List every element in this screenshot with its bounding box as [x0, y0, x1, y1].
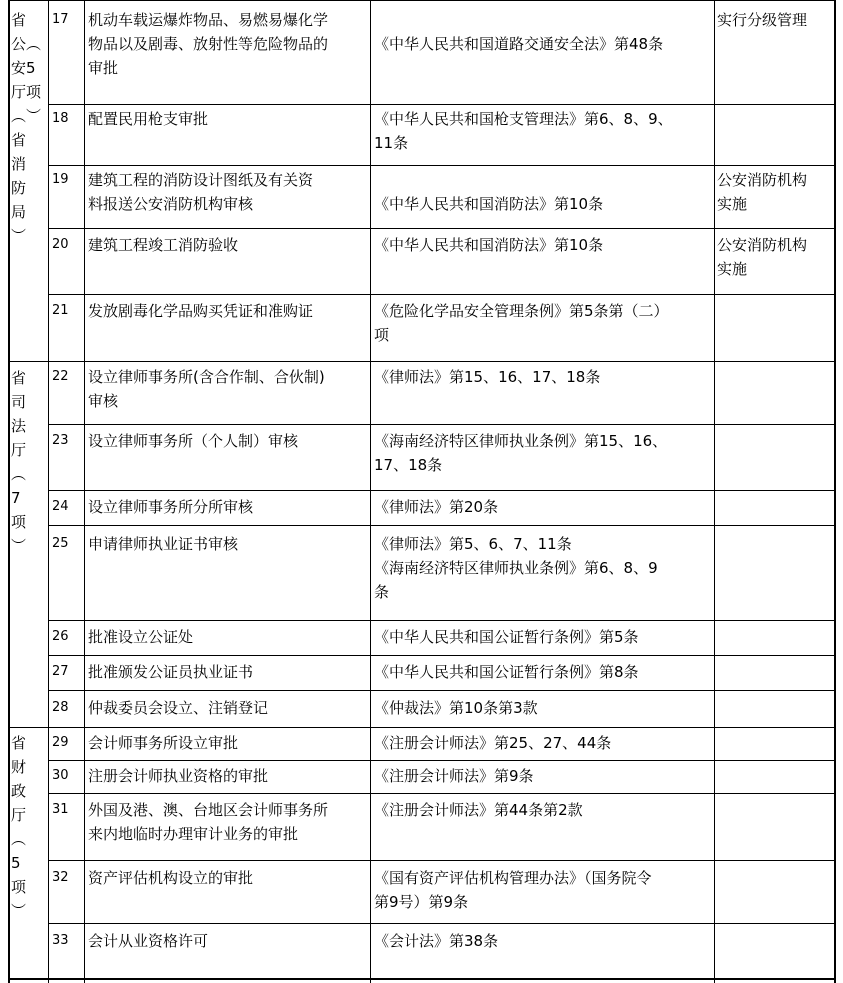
- row-separator: [48, 165, 836, 166]
- legal-basis: 《律师法》第20条: [374, 498, 499, 516]
- approval-item: 设立律师事务所(含合作制、合伙制) 审核: [88, 368, 325, 410]
- row-number: 21: [52, 303, 69, 318]
- legal-basis: 《中华人民共和国消防法》第10条: [374, 195, 604, 213]
- row-number: 27: [52, 664, 69, 679]
- column-divider: [370, 0, 371, 983]
- approval-item: 申请律师执业证书审核: [88, 535, 239, 553]
- row-number: 19: [52, 172, 69, 187]
- legal-basis: 《注册会计师法》第9条: [374, 767, 534, 785]
- remark: 公安消防机构 实施: [717, 236, 808, 278]
- row-number: 26: [52, 629, 69, 644]
- row-number: 24: [52, 499, 69, 514]
- row-separator: [48, 294, 836, 295]
- approval-item: 资产评估机构设立的审批: [88, 869, 254, 887]
- row-separator: [48, 228, 836, 229]
- approval-item: 批准设立公证处: [88, 628, 194, 646]
- department-label: 省 财 政 厅 ︵ 5 项 ︶: [11, 734, 27, 920]
- legal-basis: 《国有资产评估机构管理办法》（国务院令 第9号）第9条: [374, 869, 652, 911]
- table-left-border: [8, 0, 10, 983]
- approval-item: 发放剧毒化学品购买凭证和准购证: [88, 302, 314, 320]
- row-separator: [48, 490, 836, 491]
- column-divider: [48, 0, 49, 983]
- approval-item: 建筑工程的消防设计图纸及有关资 料报送公安消防机构审核: [88, 171, 314, 213]
- legal-basis: 《注册会计师法》第44条第2款: [374, 801, 583, 819]
- row-number: 29: [52, 735, 69, 750]
- row-separator: [48, 655, 836, 656]
- approval-item: 批准颁发公证员执业证书: [88, 663, 254, 681]
- row-number: 32: [52, 870, 69, 885]
- row-number: 23: [52, 433, 69, 448]
- approval-item: 机动车载运爆炸物品、易燃易爆化学 物品以及剧毒、放射性等危险物品的 审批: [88, 11, 329, 77]
- legal-basis: 《律师法》第15、16、17、18条: [374, 368, 601, 386]
- row-separator: [48, 923, 836, 924]
- approval-item: 会计师事务所设立审批: [88, 734, 239, 752]
- row-number: 28: [52, 700, 69, 715]
- department-label: 省 司 法 厅 ︵ 7 项 ︶: [11, 369, 27, 555]
- row-separator: [48, 424, 836, 425]
- legal-basis: 《会计法》第38条: [374, 932, 499, 950]
- row-number: 25: [52, 536, 69, 551]
- group-separator: [8, 361, 836, 362]
- remark: 实行分级管理: [717, 11, 808, 29]
- table-bottom-border: [8, 978, 836, 980]
- column-divider: [714, 0, 715, 983]
- row-separator: [48, 793, 836, 794]
- row-number: 33: [52, 933, 69, 948]
- approval-item: 注册会计师执业资格的审批: [88, 767, 269, 785]
- legal-basis: 《注册会计师法》第25、27、44条: [374, 734, 612, 752]
- row-number: 18: [52, 111, 69, 126]
- row-separator: [48, 690, 836, 691]
- row-separator: [48, 525, 836, 526]
- legal-basis: 《律师法》第5、6、7、11条 《海南经济特区律师执业条例》第6、8、9 条: [374, 535, 658, 601]
- legal-basis: 《海南经济特区律师执业条例》第15、16、 17、18条: [374, 432, 668, 474]
- approval-item: 配置民用枪支审批: [88, 110, 209, 128]
- row-separator: [48, 760, 836, 761]
- department-label: 省 公︵ 安5 厅项 ︵︶ 省 消 防 局 ︶: [11, 11, 42, 245]
- row-number: 17: [52, 12, 69, 27]
- row-number: 20: [52, 237, 69, 252]
- approval-item: 仲裁委员会设立、注销登记: [88, 699, 269, 717]
- approval-item: 外国及港、澳、台地区会计师事务所 来内地临时办理审计业务的审批: [88, 801, 329, 843]
- row-number: 30: [52, 768, 69, 783]
- table-right-border: [834, 0, 836, 983]
- approval-item: 设立律师事务所分所审核: [88, 498, 254, 516]
- approval-item: 建筑工程竣工消防验收: [88, 236, 239, 254]
- approval-item: 会计从业资格许可: [88, 932, 209, 950]
- group-separator: [8, 727, 836, 728]
- legal-basis: 《中华人民共和国枪支管理法》第6、8、9、 11条: [374, 110, 673, 152]
- legal-basis: 《中华人民共和国公证暂行条例》第5条: [374, 628, 639, 646]
- legal-basis: 《仲裁法》第10条第3款: [374, 699, 538, 717]
- row-separator: [48, 620, 836, 621]
- row-separator: [48, 860, 836, 861]
- legal-basis: 《中华人民共和国公证暂行条例》第8条: [374, 663, 639, 681]
- legal-basis: 《中华人民共和国消防法》第10条: [374, 236, 604, 254]
- column-divider: [84, 0, 85, 983]
- row-number: 22: [52, 369, 69, 384]
- approval-item: 设立律师事务所（个人制）审核: [88, 432, 299, 450]
- row-separator: [48, 104, 836, 105]
- group-separator: [8, 0, 836, 1]
- remark: 公安消防机构 实施: [717, 171, 808, 213]
- legal-basis: 《中华人民共和国道路交通安全法》第48条: [374, 35, 664, 53]
- row-number: 31: [52, 802, 69, 817]
- legal-basis: 《危险化学品安全管理条例》第5条第（二） 项: [374, 302, 669, 344]
